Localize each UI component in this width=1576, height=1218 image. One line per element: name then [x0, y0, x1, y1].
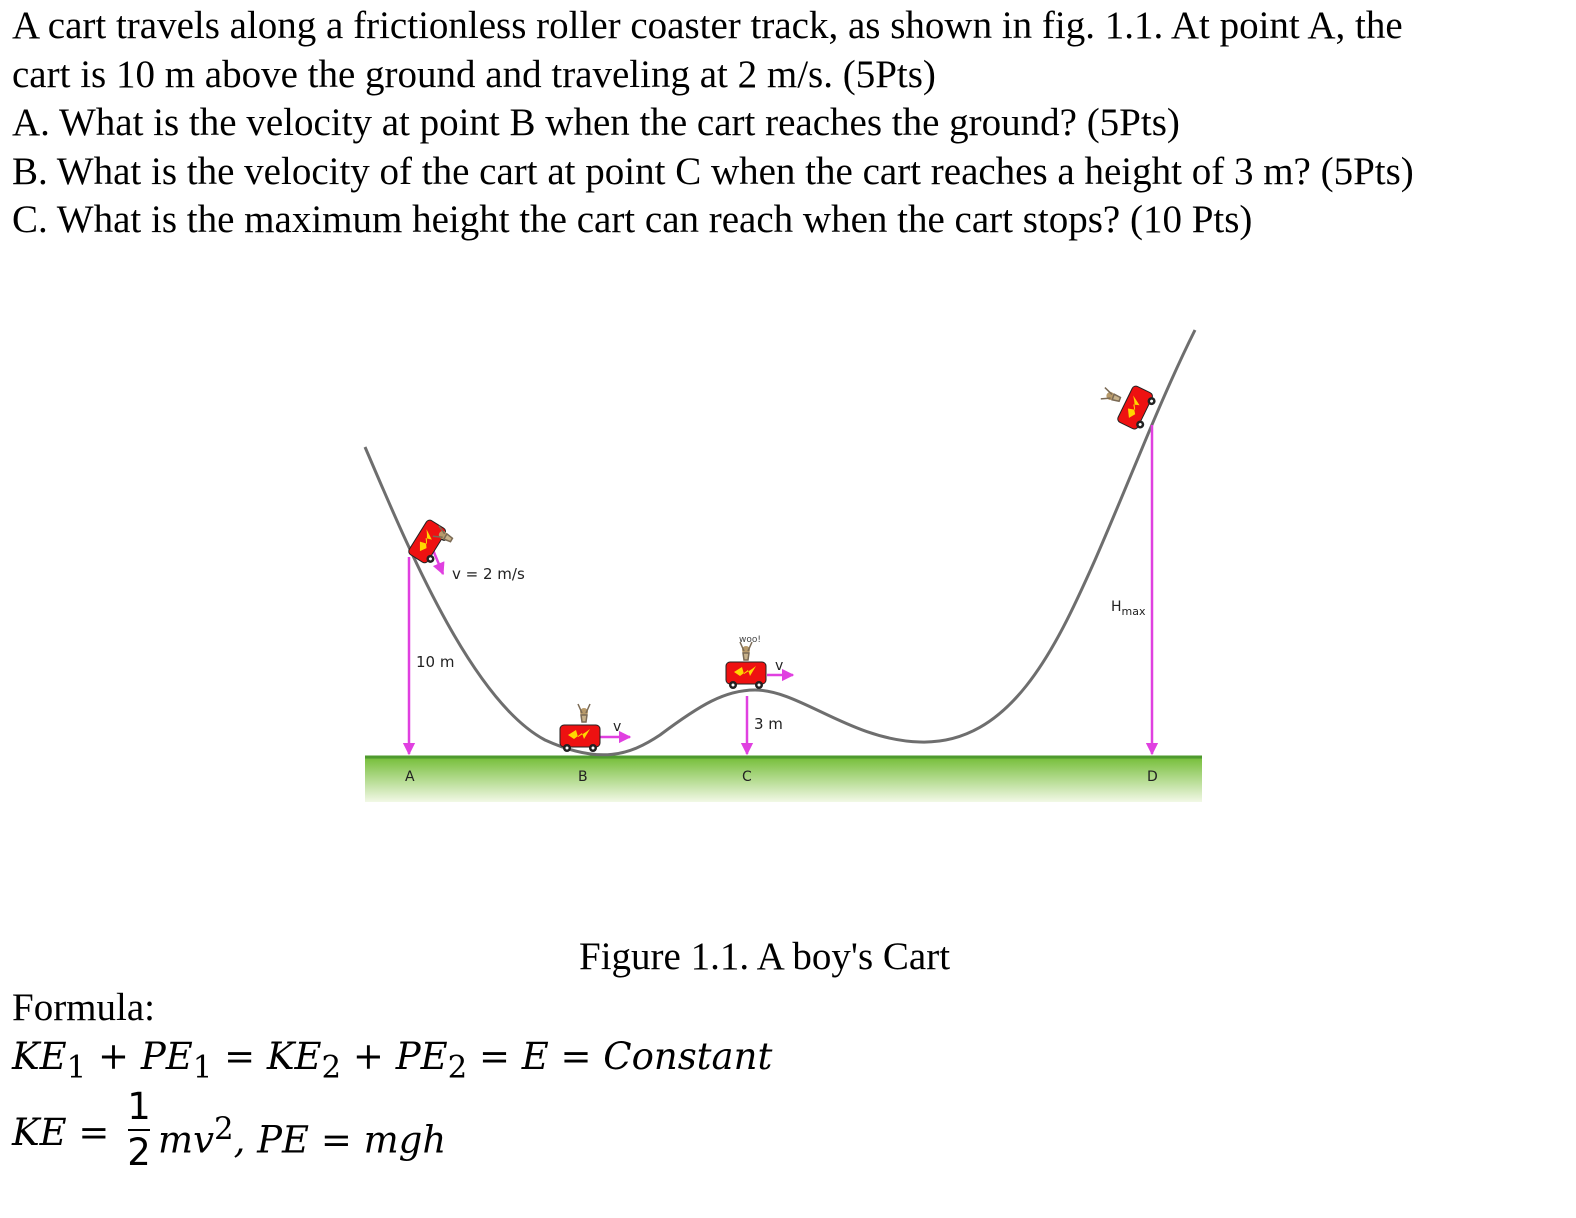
- subscript-1a: 1: [66, 1049, 87, 1086]
- pe-definition: , PE = mgh: [233, 1118, 447, 1162]
- hmax-label: [1111, 599, 1146, 618]
- velocity-arrow-a: [433, 550, 443, 574]
- cart-b: [560, 725, 600, 752]
- fraction-one-half: [124, 1087, 154, 1173]
- velocity-label-c: v: [775, 658, 784, 674]
- ke-term-2: KE: [266, 1035, 322, 1078]
- question-line-4: B. What is the velocity of the cart at point C when the cart reaches a height of 3 m? (5Pts): [12, 149, 1414, 193]
- ke-term-1: KE: [12, 1035, 67, 1078]
- velocity-label-a: v = 2 m/s: [452, 565, 525, 583]
- coaster-track: [365, 330, 1195, 755]
- rider-b: [578, 704, 590, 722]
- woo-label: woo!: [739, 635, 761, 645]
- ground-label-d: D: [1147, 769, 1158, 785]
- question-line-2: cart is 10 m above the ground and traveling at 2 m/s. (5Pts): [12, 52, 936, 96]
- ground-label-b: B: [578, 769, 588, 785]
- ke-pe-definitions: [12, 1087, 612, 1187]
- plus-2: +: [341, 1035, 396, 1078]
- figure-caption: Figure 1.1. A boy's Cart: [579, 935, 951, 978]
- question-line-5: C. What is the maximum height the cart can reach when the cart stops? (10 Pts): [12, 198, 1253, 241]
- subscript-2b: 2: [447, 1049, 468, 1086]
- pe-term-1: PE: [140, 1035, 193, 1078]
- cart-c: [726, 662, 766, 689]
- ground-label-c: C: [742, 769, 752, 785]
- subscript-1b: 1: [192, 1049, 213, 1086]
- subscript-2a: 2: [321, 1049, 342, 1086]
- mv-term: mv: [158, 1118, 214, 1162]
- velocity-label-b: v: [613, 719, 622, 735]
- height-label-a: 10 m: [416, 653, 455, 671]
- ground-label-a: A: [405, 769, 415, 785]
- ke-lhs: KE =: [12, 1111, 110, 1154]
- constant-term: = E = Constant: [467, 1035, 773, 1078]
- rider-d: [1101, 388, 1122, 405]
- hmax-main: H: [1111, 599, 1122, 615]
- question-line-3: A. What is the velocity at point B when the cart reaches the ground? (5Pts): [12, 101, 1180, 144]
- pe-term-2: PE: [395, 1035, 448, 1078]
- squared-exponent: 2: [214, 1111, 234, 1147]
- formula-label: Formula:: [12, 986, 155, 1029]
- equals-1: =: [212, 1035, 267, 1078]
- question-line-1: A cart travels along a frictionless roller coaster track, as shown in fig. 1.1. At point A, the: [12, 4, 1403, 47]
- plus-1: +: [86, 1035, 141, 1078]
- energy-conservation-equation: [12, 1035, 772, 1085]
- hmax-sub: max: [1121, 605, 1146, 618]
- fraction-numerator: 1: [127, 1085, 151, 1128]
- ke-pe-rhs: [158, 1111, 446, 1161]
- fraction-denominator: 2: [127, 1131, 151, 1174]
- height-label-c: 3 m: [754, 715, 783, 733]
- ground: [365, 756, 1202, 802]
